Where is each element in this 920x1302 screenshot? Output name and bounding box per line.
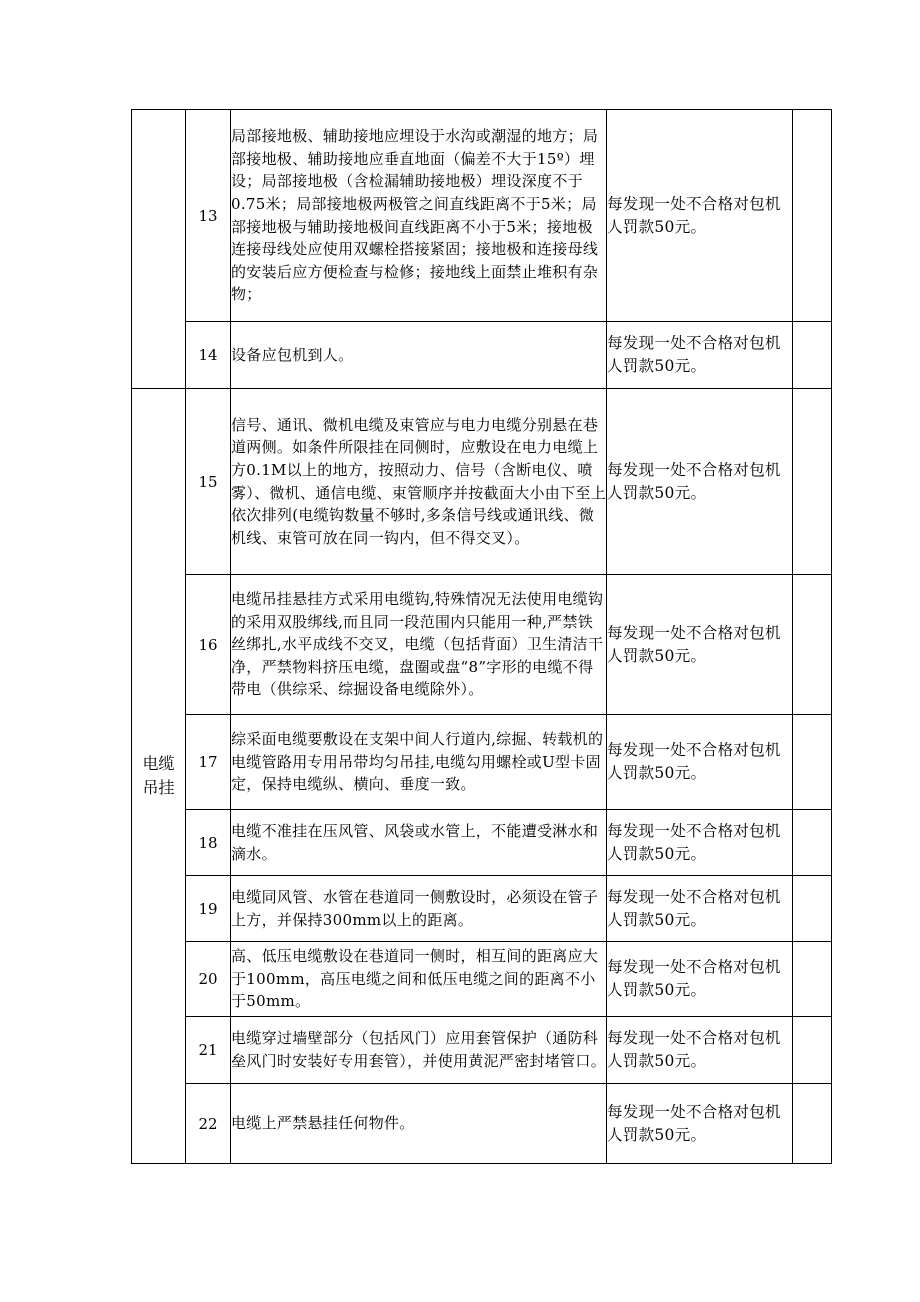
row-number: 17 <box>186 715 231 810</box>
category-label: 电缆吊挂 <box>142 754 175 797</box>
remark-cell <box>793 389 832 575</box>
row-number: 15 <box>186 389 231 575</box>
requirement-text: 电缆不准挂在压风管、风袋或水管上，不能遭受淋水和滴水。 <box>231 810 607 876</box>
table-row <box>132 942 832 1017</box>
penalty-text: 每发现一处不合格对包机人罚款50元。 <box>607 942 793 1017</box>
remark-cell <box>793 810 832 876</box>
requirement-text: 电缆吊挂悬挂方式采用电缆钩,特殊情况无法使用电缆钩的采用双股绑线,而且同一段范围内只能用一种,严禁铁丝绑扎,水平成线不交叉，电缆（包括背面）卫生清洁干净，严禁物料挤压电缆，盘圈或盘“8”字形的电缆不得带电（供综采、综掘设备电缆除外）。 <box>231 575 607 715</box>
row-number: 18 <box>186 810 231 876</box>
remark-cell <box>793 1017 832 1084</box>
requirement-text: 设备应包机到人。 <box>231 322 607 389</box>
row-number: 13 <box>186 110 231 322</box>
category-cell-upper <box>132 110 186 389</box>
row-number: 19 <box>186 876 231 942</box>
table-row <box>132 1017 832 1084</box>
penalty-text: 每发现一处不合格对包机人罚款50元。 <box>607 389 793 575</box>
requirement-text: 信号、通讯、微机电缆及束管应与电力电缆分别悬在巷道两侧。如条件所限挂在同侧时，应敷设在电力电缆上方0.1M以上的地方，按照动力、信号（含断电仪、喷雾）、微机、通信电缆、束管顺序并按截面大小由下至上依次排列(电缆钩数量不够时,多条信号线或通讯线、微机线、束管可放在同一钩内，但不得交叉）。 <box>231 389 607 575</box>
penalty-text: 每发现一处不合格对包机人罚款50元。 <box>607 810 793 876</box>
penalty-text: 每发现一处不合格对包机人罚款50元。 <box>607 876 793 942</box>
penalty-text: 每发现一处不合格对包机人罚款50元。 <box>607 322 793 389</box>
penalty-text: 每发现一处不合格对包机人罚款50元。 <box>607 1017 793 1084</box>
category-cell-cable-hanging <box>132 389 186 1164</box>
requirement-text: 局部接地极、辅助接地应埋设于水沟或潮湿的地方；局部接地极、辅助接地应垂直地面（偏差不大于15º）埋设；局部接地极（含检漏辅助接地极）埋设深度不于0.75米；局部接地极两极管之间直线距离不于5米；局部接地极与辅助接地极间直线距离不小于5米；接地极连接母线处应使用双螺栓搭接紧固；接地极和连接母线的安装后应方便检查与检修；接地线上面禁止堆积有杂物； <box>231 110 607 322</box>
requirement-text: 综采面电缆要敷设在支架中间人行道内,综掘、转载机的电缆管路用专用吊带均匀吊挂,电缆勾用螺栓或U型卡固定，保持电缆纵、横向、垂度一致。 <box>231 715 607 810</box>
remark-cell <box>793 876 832 942</box>
table-row <box>132 1084 832 1164</box>
requirement-text: 高、低压电缆敷设在巷道同一侧时，相互间的距离应大于100mm，高压电缆之间和低压电缆之间的距离不小于50mm。 <box>231 942 607 1017</box>
remark-cell <box>793 110 832 322</box>
row-number: 22 <box>186 1084 231 1164</box>
table-row <box>132 575 832 715</box>
remark-cell <box>793 715 832 810</box>
table-row <box>132 715 832 810</box>
inspection-standard-table <box>131 109 832 1164</box>
requirement-text: 电缆上严禁悬挂任何物件。 <box>231 1084 607 1164</box>
row-number: 14 <box>186 322 231 389</box>
table-row <box>132 876 832 942</box>
table-row <box>132 110 832 322</box>
penalty-text: 每发现一处不合格对包机人罚款50元。 <box>607 575 793 715</box>
table-row <box>132 322 832 389</box>
table-row <box>132 389 832 575</box>
requirement-text: 电缆穿过墙壁部分（包括风门）应用套管保护（通防科垒风门时安装好专用套管），并使用黄泥严密封堵管口。 <box>231 1017 607 1084</box>
penalty-text: 每发现一处不合格对包机人罚款50元。 <box>607 715 793 810</box>
row-number: 21 <box>186 1017 231 1084</box>
row-number: 16 <box>186 575 231 715</box>
penalty-text: 每发现一处不合格对包机人罚款50元。 <box>607 110 793 322</box>
remark-cell <box>793 575 832 715</box>
remark-cell <box>793 1084 832 1164</box>
row-number: 20 <box>186 942 231 1017</box>
penalty-text: 每发现一处不合格对包机人罚款50元。 <box>607 1084 793 1164</box>
remark-cell <box>793 322 832 389</box>
requirement-text: 电缆同风管、水管在巷道同一侧敷设时，必须设在管子上方，并保持300mm以上的距离。 <box>231 876 607 942</box>
table-row <box>132 810 832 876</box>
remark-cell <box>793 942 832 1017</box>
